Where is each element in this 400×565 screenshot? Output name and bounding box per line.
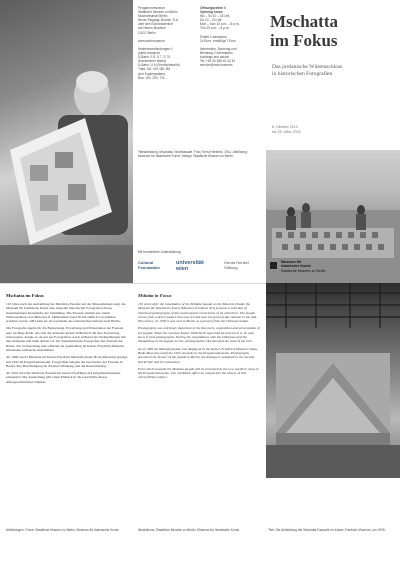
paragraph: Die Fotografie spielte für die Entdeckung, Erwerbung und Präsentation der Fassade eine wichtige Rolle. Als sich der deutsche Kaiser Wilhelm II. für ihre Erwerbung interessierte, kannte er sie nur aus Fotografien. Auch während der Verhandlungen mit den Osmanen und beim Abbau vor Ort dokumentierten Fotografen den Zustand der Ruine. Zur Vorbereitung und während der Aufstellung im Kaiser-Friedrich-Museum entstanden zahlreiche Aufnahmen. (6, 326, 126, 352)
info-line: über den Kolonnadenhof (138, 22, 173, 27)
sponsor-logo-1: Cultural Foundation (138, 260, 160, 270)
museum-logo (281, 260, 381, 280)
info-line: Do 10 – 20 Uhr (200, 18, 222, 23)
cover-dates-line1: 8. Oktober 2014 (272, 125, 298, 129)
info-line: Opening hours (200, 10, 223, 15)
english-heading: Mshatta in Focus (138, 293, 172, 298)
museum-logo-line2: Islamische Kunst (281, 264, 311, 269)
english-paragraphs (138, 302, 260, 380)
paragraph: As of 1906 the Mshatta façade was displayed in the Kaiser-Friedrich-Museum (today Bode-Museum) and from 1932 onwards in the Pergamonmuseum. Photographs document the history of the façade in Berlin, the damage it sustained in the Second World War and its restoration. (138, 346, 258, 364)
paragraph: Ab 1906 wurde Mschatta im Kaiser-Friedrich-Museum (heute Bode-Museum) gezeigt, seit 1932 im Pergamonmuseum. Fotografien belegen die Geschichte der Fassade in Berlin, ihre Beschädigung im Zweiten Weltkrieg und die Restaurierung. (6, 355, 128, 368)
photo-illustration (0, 0, 133, 283)
cover-subtitle-line1: Das jordanische Wüstenschloss (272, 64, 343, 70)
info-line: Neuer Eingang: Brücke, S.A. (138, 18, 179, 23)
info-line: Öffnungszeiten // (200, 6, 226, 10)
archive-photo-top-left (0, 0, 133, 283)
info-line: public transport (138, 51, 160, 56)
info-column-right (200, 6, 262, 146)
info-line: Information, Buchung und (200, 46, 237, 51)
info-line: Tel. +49 30 266 42 42 42 (200, 59, 236, 64)
cover-subtitle-line2: in historischen Fotografien (272, 71, 333, 77)
info-line: www.smb.museum (138, 38, 165, 43)
sponsor-logo-2: universität wien (176, 260, 204, 272)
info-line: U-Bahn: U 6 (Friedrichstraße) (138, 63, 180, 68)
text-column-english (138, 293, 260, 523)
paragraph: 110 years after the installation of the Mshatta façade on the Museum Island, the Museum für Islamische Kunst (Museum of Islamic Art) presents a selection of historical photographs of this monumental cornerstone of its collection. The façade comes from a desert palace that was erected near the present-day Amman in the mid-8th century. In 1903 it was sent to Berlin as a present from the Ottoman Sultan. (138, 302, 258, 324)
info-line: (Am Kupfergraben) (138, 71, 166, 76)
info-line: Mon – Sun 10 a.m. – 6 p.m., (200, 22, 241, 27)
cover-subtitle (272, 64, 398, 86)
cover-dates (272, 125, 372, 139)
hall-illustration (266, 283, 400, 478)
paragraph: 110 Jahre nach der Aufstellung der Mschatta-Fassade auf der Museumsinsel zeigt das Museum für Islamische Kunst eine Auswahl historischer Fotografien dieses monumentalen Kernstücks der Sammlung. Die Fassade stammt aus einem Wüstenschloss, das Mitte des 8. Jahrhunderts rund 30 km südlich von Amman errichtet wurde. 1903 kam sie als Geschenk des osmanischen Sultans nach Berlin. (6, 302, 126, 324)
info-column-left (138, 6, 196, 146)
back-caption: Titel: Die Aufstellung der Mschatta-Fassade im Kaiser-Friedrich-Museum, um 1906. (268, 528, 386, 532)
info-line: bookings and advice (200, 55, 230, 60)
info-line: Thu 10 a.m. – 8 p.m. (200, 26, 230, 31)
sponsor-logos (138, 258, 262, 276)
info-line: Beratung // Information, (200, 51, 234, 56)
info-line: 14 Euro, ermäßigt 7 Euro (200, 38, 236, 43)
text-column-german (6, 293, 128, 523)
sponsor-logo-3: Gerda Henkel Stiftung (224, 260, 249, 270)
info-line: (Hackescher Markt) (138, 59, 166, 64)
museum-logo-line1: Museum für (281, 260, 302, 264)
info-line: Eintritt // admission (200, 34, 227, 39)
archive-photo-museum-hall (266, 283, 400, 478)
credits-text: Titelabbildung: Mschatta, Nordfassade. Foto: Ernst Herzfeld, 1911. Abbildung: Museum für Islamische Kunst. Design: Staatliche Museen zu Berlin. (138, 150, 248, 159)
info-line: Verkehrsverbindungen // (138, 46, 173, 51)
german-footnote: Abbildungen: Fotos: Staatliche Museen zu Berlin, Museum für Islamische Kunst. (6, 528, 120, 532)
info-line: S-Bahn: S 5, S 7, S 75 (138, 55, 171, 60)
german-paragraphs (6, 302, 128, 384)
info-line: Museumsinsel Berlin (138, 14, 168, 19)
info-line: service@smb.museum (200, 63, 233, 68)
museum-logo-line3: Staatliche Museen zu Berlin (281, 268, 326, 273)
paragraph: From 2016 onwards the Mshatta façade will be presented in the new northern wing of the Pergamonmuseum. The exhibition offers an insight into the history of this extraordinary object. (138, 366, 259, 380)
english-footnote: Illustrations: Staatliche Museen zu Berlin, Museum für Islamische Kunst. (138, 528, 240, 532)
cover-dates-line2: bis 25. März 2015 (272, 129, 301, 134)
info-line: Mo – So 10 – 18 Uhr, (200, 14, 231, 19)
paragraph: Photography was extremely important in the discovery, acquisition and presentation of the façade. When the German Kaiser Wilhelm II expressed an interest in it, he only knew it from photographs. During the negotiations with the Ottomans and the dismantling of the façade on site, photographers documented the state of the ruin. (138, 326, 260, 344)
info-line: 10117 Berlin (138, 30, 156, 35)
cover-title (270, 12, 398, 62)
info-line: Tram: M1, M4, M5, M6 (138, 67, 171, 72)
german-heading: Mschatta im Fokus (6, 293, 44, 298)
info-line: Pergamonmuseum (138, 6, 165, 10)
paragraph: Ab 2016 wird die Mschatta-Fassade im neuen Nordflügel des Pergamonmuseums präsentiert. Die Ausstellung gibt einen Einblick in die Geschichte dieses außergewöhnlichen Objekts. (6, 371, 121, 384)
cover-title-line2: im Fokus (270, 31, 338, 50)
info-line: Staatliche Museen zu Berlin (138, 10, 178, 15)
sponsor-label: Mit freundlicher Unterstützung (138, 250, 181, 254)
info-line: am Neuen Museum (138, 26, 166, 31)
cover-title-line1: Mschatta (270, 12, 338, 31)
info-line: Bus: 100, 200, TXL (138, 75, 166, 80)
